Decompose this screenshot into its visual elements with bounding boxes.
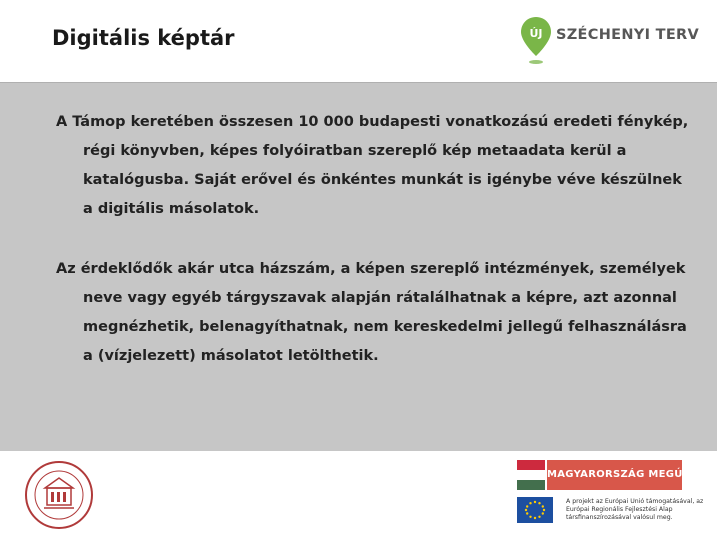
hungarian-flag-icon — [517, 460, 545, 490]
magyarorszag-megujul-banner — [517, 460, 702, 490]
map-pin-icon — [520, 16, 552, 66]
svg-text:ÚJ: ÚJ — [529, 27, 543, 40]
brand-name: SZÉCHENYI TERV — [556, 27, 700, 43]
eu-funding-text: A projekt az Európai Unió támogatásával, az Európai Regionális Fejlesztési Alap társfinanszírozásával valósul meg. — [566, 498, 704, 521]
paragraph-1: A Támop keretében összesen 10 000 budapesti vonatkozású eredeti fénykép, régi könyvben, képes folyóiratban szereplő kép metaadata kerül a katalógusba. Saját erővel és önkéntes munkát is igénybe véve készülnek a digitális másolatok. — [56, 114, 689, 217]
banner-text: MAGYARORSZÁG MEGÚJUL — [547, 460, 682, 490]
library-seal-logo — [20, 460, 98, 530]
szechenyi-terv-logo — [520, 16, 710, 66]
page-title: Digitális képtár — [52, 26, 235, 50]
paragraph-2: Az érdeklődők akár utca házszám, a képen szereplő intézmények, személyek neve vagy egyéb tárgyszavak alapján rátalálhatnak a képre, azt azonnal megnézhetik, belenagyíthatnak, nem kereskedelmi jellegű felhasználásra a (vízjelezett) másolatot letölthetik. — [56, 261, 687, 364]
content-panel — [0, 82, 717, 451]
eu-flag-icon — [517, 497, 553, 523]
